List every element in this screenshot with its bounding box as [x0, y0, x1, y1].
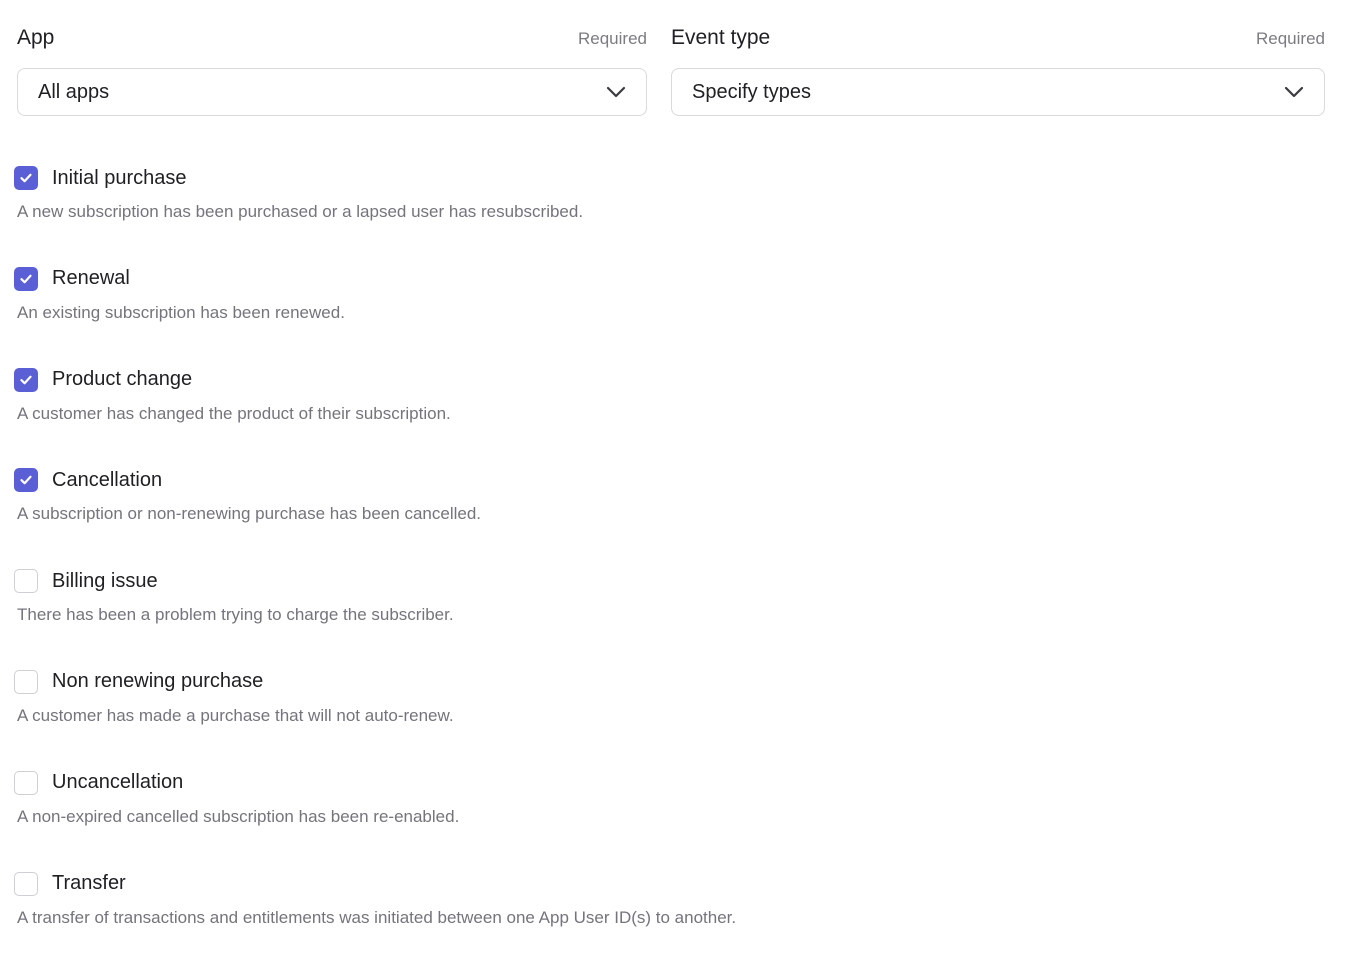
event-checkbox[interactable] — [14, 267, 38, 291]
event-label: Cancellation — [52, 468, 163, 491]
event-type-field-label: Event type — [671, 26, 771, 49]
event-description: A customer has made a purchase that will not auto-renew. — [17, 705, 454, 725]
event-description: An existing subscription has been renewed. — [17, 302, 345, 322]
event-description: There has been a problem trying to charge the subscriber. — [17, 605, 454, 625]
event-checkbox-row[interactable] — [14, 164, 1314, 192]
event-checkbox-row[interactable] — [14, 567, 1314, 595]
event-type-select[interactable] — [671, 68, 1325, 116]
event-checkbox-row[interactable] — [14, 668, 1314, 696]
event-label: Non renewing purchase — [52, 670, 264, 693]
chevron-down-icon — [606, 86, 626, 98]
event-checkbox[interactable] — [14, 771, 38, 795]
event-label: Transfer — [52, 872, 126, 895]
app-field-header — [17, 26, 647, 56]
event-checkbox[interactable] — [14, 670, 38, 694]
checkmark-icon — [19, 473, 33, 487]
event-label: Billing issue — [52, 569, 158, 592]
event-label: Renewal — [52, 267, 130, 290]
event-type-list — [14, 164, 1314, 960]
event-item-renewal — [14, 265, 1314, 366]
event-label: Initial purchase — [52, 166, 187, 189]
event-item-billing-issue — [14, 567, 1314, 668]
event-label: Product change — [52, 368, 193, 391]
event-checkbox-row[interactable] — [14, 769, 1314, 797]
event-checkbox-row[interactable] — [14, 265, 1314, 293]
event-label: Uncancellation — [52, 771, 184, 794]
event-description: A transfer of transactions and entitlements was initiated between one App User ID(s) to another. — [17, 907, 737, 927]
event-checkbox-row[interactable] — [14, 870, 1314, 898]
app-select[interactable] — [17, 68, 647, 116]
event-item-initial-purchase — [14, 164, 1314, 265]
chevron-down-icon — [1284, 86, 1304, 98]
event-checkbox-row[interactable] — [14, 366, 1314, 394]
app-field — [17, 26, 647, 116]
checkmark-icon — [19, 272, 33, 286]
event-description: A customer has changed the product of their subscription. — [17, 403, 451, 423]
event-checkbox[interactable] — [14, 368, 38, 392]
event-description: A new subscription has been purchased or a lapsed user has resubscribed. — [17, 202, 584, 221]
event-checkbox[interactable] — [14, 468, 38, 492]
event-type-field-header — [671, 26, 1325, 56]
event-description: A non-expired cancelled subscription has been re-enabled. — [17, 806, 460, 826]
checkmark-icon — [19, 373, 33, 387]
app-field-label: App — [17, 26, 55, 49]
event-checkbox[interactable] — [14, 569, 38, 593]
event-type-field — [671, 26, 1325, 116]
checkmark-icon — [19, 171, 33, 185]
event-item-cancellation — [14, 466, 1314, 567]
event-type-select-value: Specify types — [692, 80, 811, 103]
app-select-value: All apps — [38, 80, 110, 103]
event-checkbox[interactable] — [14, 872, 38, 896]
app-required-label: Required — [578, 29, 647, 48]
event-item-non-renewing-purchase — [14, 668, 1314, 769]
event-item-product-change — [14, 366, 1314, 467]
event-item-transfer — [14, 870, 1314, 960]
event-checkbox-row[interactable] — [14, 466, 1314, 494]
event-type-required-label: Required — [1256, 29, 1325, 48]
event-description: A subscription or non-renewing purchase has been cancelled. — [17, 504, 482, 524]
event-checkbox[interactable] — [14, 166, 38, 190]
event-item-uncancellation — [14, 769, 1314, 870]
